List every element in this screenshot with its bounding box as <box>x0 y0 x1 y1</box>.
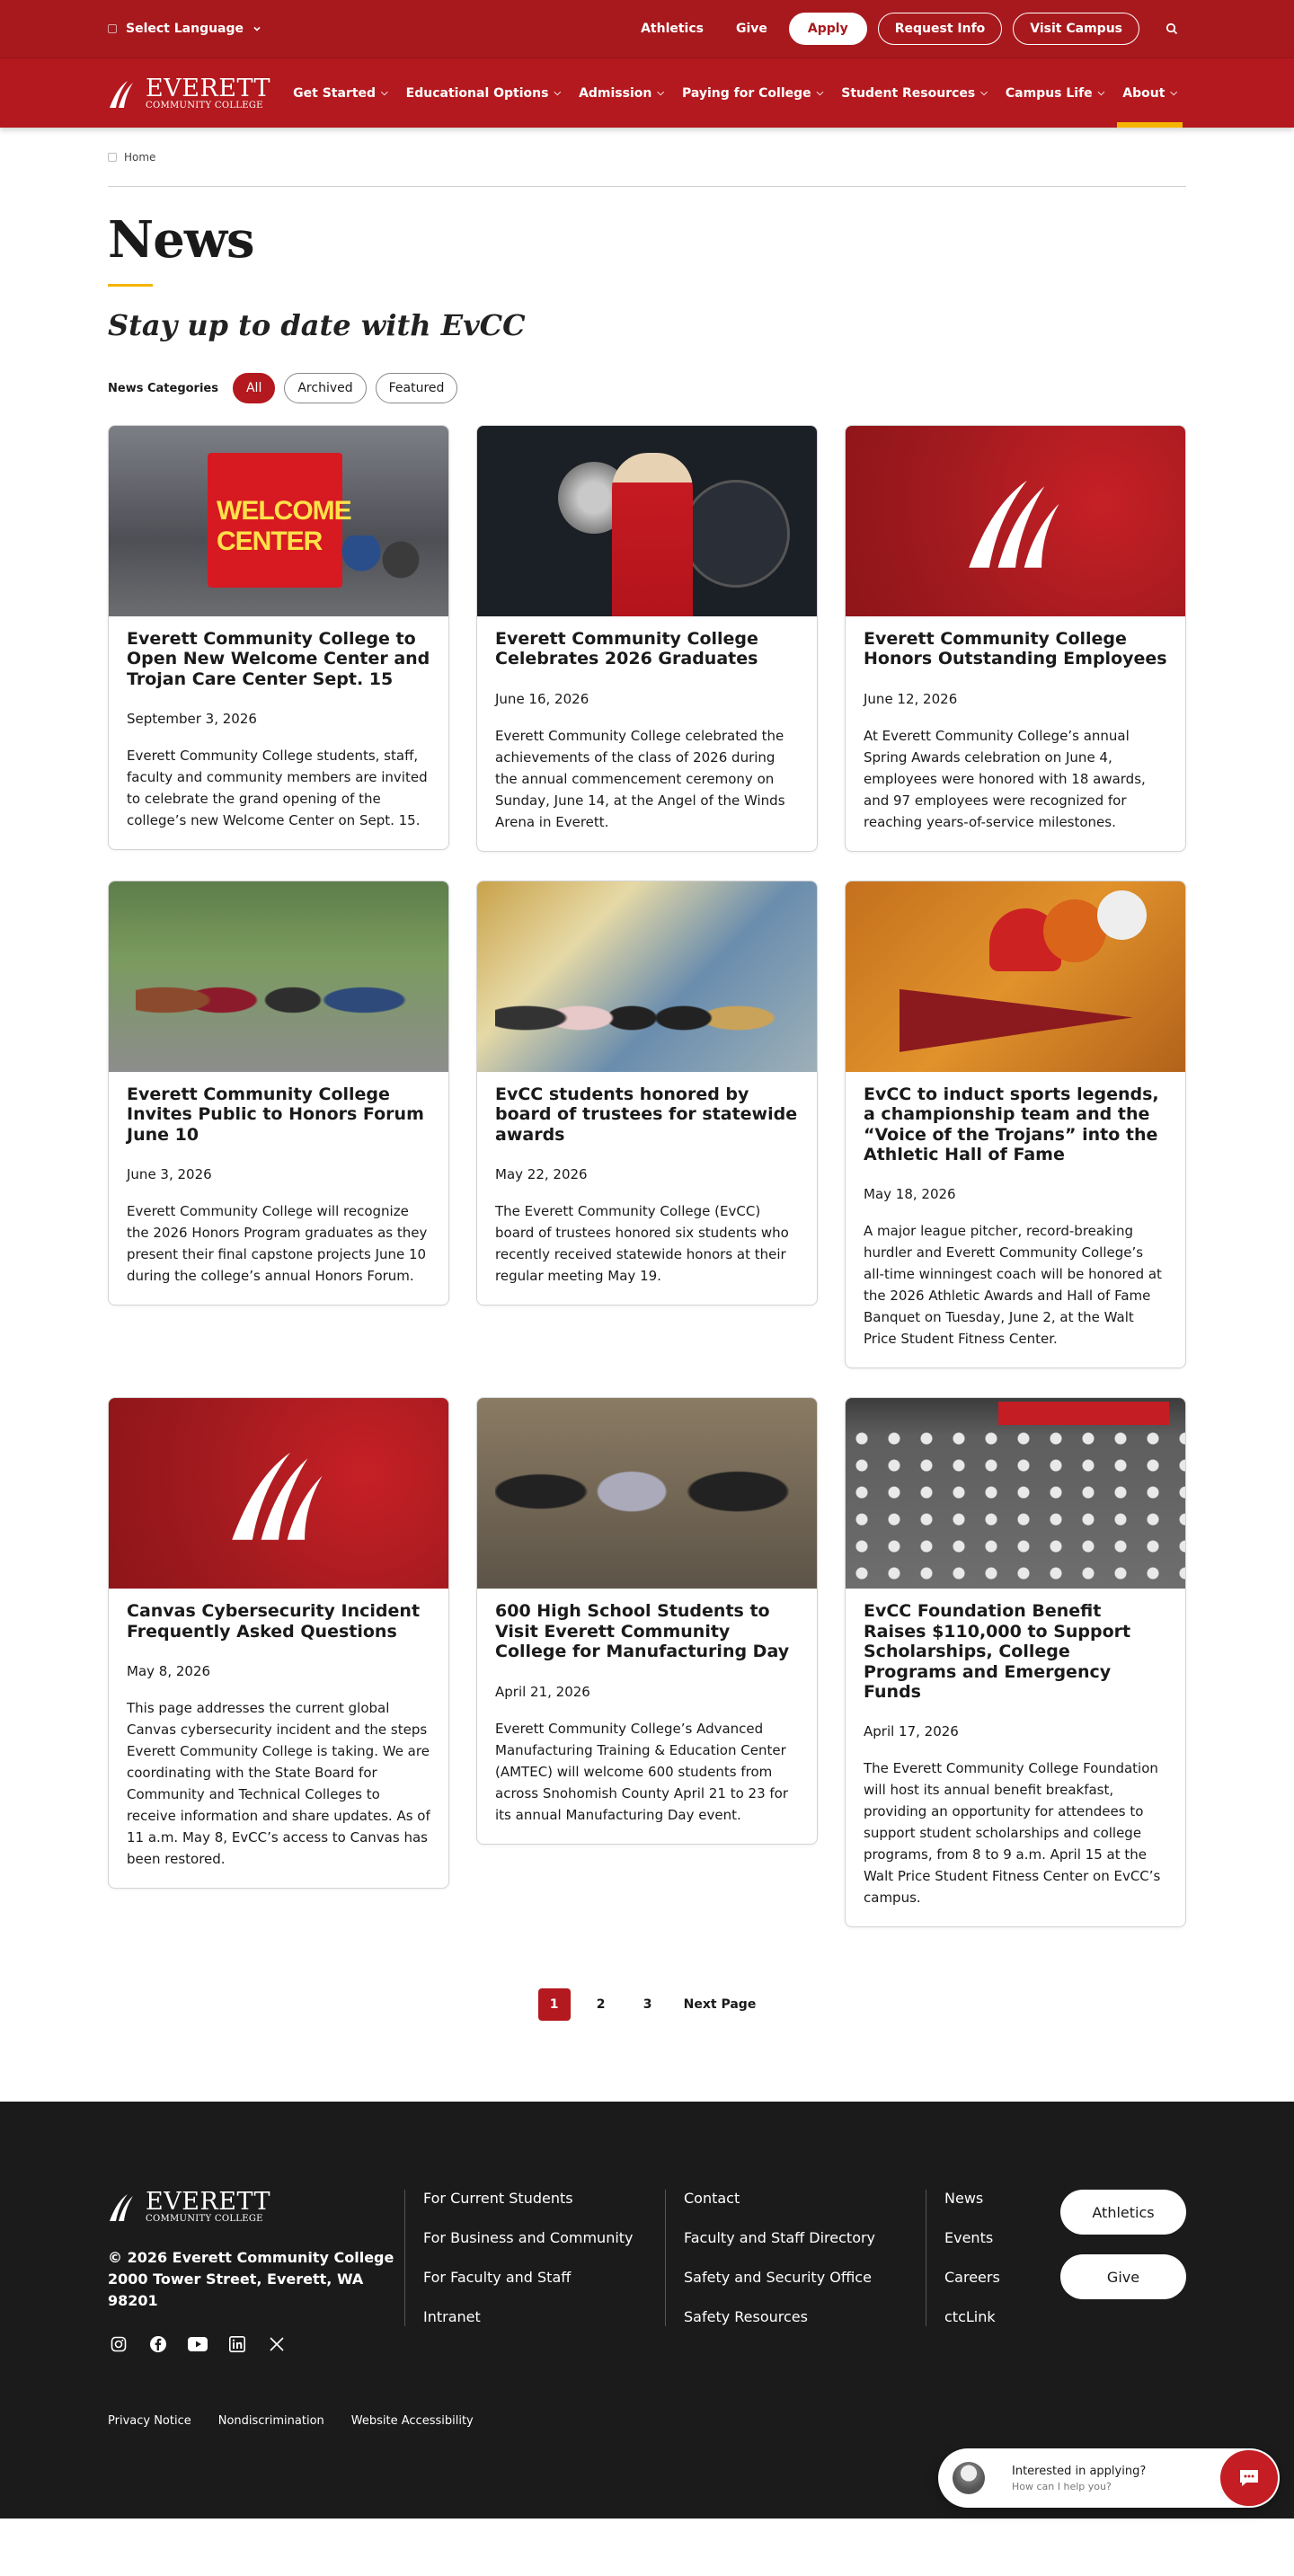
news-card-title[interactable]: EvCC Foundation Benefit Raises $110,000 to Support Scholarships, College Programs and Emergency Funds <box>864 1601 1131 1703</box>
nav-label: About <box>1122 85 1165 101</box>
news-card[interactable] <box>845 1397 1186 1927</box>
news-card[interactable] <box>108 425 449 850</box>
footer-link-news[interactable]: News <box>944 2190 984 2208</box>
news-card-image <box>846 881 1185 1072</box>
nav-get-started[interactable] <box>284 58 396 128</box>
news-card-title[interactable]: Canvas Cybersecurity Incident Frequently Asked Questions <box>127 1601 421 1642</box>
college-logo[interactable] <box>108 76 270 111</box>
news-card-title[interactable]: Everett Community College Honors Outstanding Employees <box>864 629 1167 669</box>
category-featured[interactable]: Featured <box>376 373 458 403</box>
news-card-date: April 21, 2026 <box>495 1683 590 1700</box>
main-nav <box>0 58 1294 128</box>
footer-link-intranet[interactable]: Intranet <box>423 2308 481 2326</box>
logo-name: EVERETT <box>146 74 270 102</box>
news-card-image <box>846 1398 1185 1589</box>
news-card-image <box>477 426 817 616</box>
chevron-down-icon: ⌵ <box>1097 88 1105 98</box>
news-card-summary: The Everett Community College (EvCC) board of trustees honored six students who recently received statewide honors at their regular meeting May 19. <box>495 1203 789 1285</box>
nav-student-resources[interactable] <box>832 58 997 128</box>
breadcrumb <box>108 128 1186 187</box>
visit-campus-button[interactable]: Visit Campus <box>1013 13 1139 45</box>
request-info-button[interactable]: Request Info <box>878 13 1003 45</box>
news-card-title[interactable]: EvCC to induct sports legends, a championship team and the “Voice of the Trojans” into the Athletic Hall of Fame <box>864 1084 1159 1165</box>
chevron-down-icon: ⌵ <box>1170 88 1177 98</box>
footer-column-info <box>926 2190 1060 2326</box>
footer-athletics-button[interactable]: Athletics <box>1060 2190 1186 2235</box>
pagination <box>108 1988 1186 2021</box>
news-card-image <box>109 426 448 616</box>
news-card-image <box>846 426 1185 616</box>
categories-label: News Categories <box>108 381 218 395</box>
news-card[interactable] <box>476 1397 818 1844</box>
news-card-date: May 18, 2026 <box>864 1186 956 1203</box>
footer-column-contact <box>665 2190 926 2326</box>
footer-link-faculty[interactable]: For Faculty and Staff <box>423 2269 572 2287</box>
legal-links <box>108 2414 1186 2428</box>
logo-mark-icon <box>108 2191 140 2222</box>
instagram-icon[interactable] <box>108 2333 129 2355</box>
news-card-title[interactable]: Everett Community College Invites Public to Honors Forum June 10 <box>127 1084 424 1145</box>
news-card-date: June 16, 2026 <box>495 690 589 707</box>
sign-text: WELCOME CENTER <box>217 496 351 556</box>
footer-link-events[interactable]: Events <box>944 2229 994 2247</box>
chevron-down-icon: ⌵ <box>657 88 664 98</box>
logo-subname: COMMUNITY COLLEGE <box>146 2214 263 2225</box>
people-illustration <box>332 536 430 616</box>
nav-educational-options[interactable] <box>397 58 570 128</box>
footer-link-security-office[interactable]: Safety and Security Office <box>684 2269 872 2287</box>
athletics-link[interactable]: Athletics <box>641 22 704 36</box>
news-card-summary: A major league pitcher, record-breaking hurdler and Everett Community College’s all-time winningest coach will be honored at the 2026 Athletic Awards and Hall of Fame Banquet on Tuesday, June 2, at the Walt Price Student Fitness Center. <box>864 1223 1162 1348</box>
chevron-down-icon: ⌵ <box>816 88 824 98</box>
college-seal <box>682 480 790 588</box>
next-page-link[interactable]: Next Page <box>683 1997 757 2013</box>
news-card-summary: The Everett Community College Foundation will host its annual benefit breakfast, providing an opportunity for attendees to support student scholarships and college programs, from 8 to 9 a.m. April 15 at the Walt Price Student Fitness Center on EvCC’s campus. <box>864 1760 1161 1907</box>
language-selector[interactable] <box>108 22 261 36</box>
nav-campus-life[interactable] <box>997 58 1113 128</box>
news-card-title[interactable]: EvCC students honored by board of trustees for statewide awards <box>495 1084 798 1145</box>
news-card-date: May 22, 2026 <box>495 1166 588 1183</box>
logo-mark-icon <box>962 472 1069 571</box>
footer-link-current-students[interactable]: For Current Students <box>423 2190 573 2208</box>
footer-link-safety-resources[interactable]: Safety Resources <box>684 2308 808 2326</box>
x-twitter-icon[interactable] <box>266 2333 288 2355</box>
footer-link-careers[interactable]: Careers <box>944 2269 1000 2287</box>
news-card-summary: This page addresses the current global Canvas cybersecurity incident and the steps Everett Community College is taking. We are coordinating with the State Board for Community and Technical Colleges to receive information and share updates. As of 11 a.m. May 8, EvCC’s access to Canvas has been restored. <box>127 1700 430 1868</box>
nondiscrimination-link[interactable]: Nondiscrimination <box>217 2414 324 2429</box>
give-link[interactable]: Give <box>736 22 767 36</box>
news-card-summary: Everett Community College celebrated the achievements of the class of 2026 during the annual commencement ceremony on Sunday, June 14, at the Angel of the Winds Arena in Everett. <box>495 727 785 830</box>
nav-label: Campus Life <box>1005 85 1093 101</box>
footer-give-button[interactable]: Give <box>1060 2254 1186 2299</box>
news-card-image <box>477 1398 817 1589</box>
footer <box>0 2102 1294 2518</box>
globe-icon <box>108 24 117 33</box>
news-card-title[interactable]: 600 High School Students to Visit Everett Community College for Manufacturing Day <box>495 1601 790 1662</box>
page-1-button[interactable]: 1 <box>538 1988 571 2021</box>
tables-pattern <box>846 1425 1185 1589</box>
footer-logo[interactable] <box>108 2190 404 2224</box>
nav-label: Educational Options <box>405 85 549 101</box>
main-content <box>0 128 1294 2021</box>
news-card-date: May 8, 2026 <box>127 1663 211 1680</box>
copyright: © 2026 Everett Community College <box>108 2249 394 2267</box>
page-title: News <box>108 210 254 270</box>
accessibility-link[interactable]: Website Accessibility <box>350 2414 474 2429</box>
news-card-date: June 3, 2026 <box>127 1166 212 1183</box>
news-categories <box>108 373 1186 403</box>
linkedin-icon[interactable] <box>226 2333 248 2355</box>
news-card-image <box>477 881 817 1072</box>
chat-subtitle: How can I help you? <box>1012 2480 1112 2492</box>
chat-widget[interactable] <box>938 2448 1280 2508</box>
chevron-down-icon <box>253 24 261 33</box>
news-card-date: April 17, 2026 <box>864 1723 959 1740</box>
group-photo <box>495 937 799 1072</box>
privacy-notice-link[interactable]: Privacy Notice <box>108 2414 191 2429</box>
news-card[interactable] <box>845 881 1186 1369</box>
news-card-title[interactable]: Everett Community College to Open New Welcome Center and Trojan Care Center Sept. 15 <box>127 629 430 689</box>
home-icon <box>108 153 117 162</box>
logo-mark-icon <box>108 78 140 109</box>
news-card[interactable] <box>108 881 449 1306</box>
news-card[interactable] <box>108 1397 449 1889</box>
news-card-date: June 12, 2026 <box>864 690 958 707</box>
chevron-down-icon: ⌵ <box>381 88 388 98</box>
page-subtitle: Stay up to date with EvCC <box>108 308 526 342</box>
footer-column-audiences <box>404 2190 665 2326</box>
youtube-icon[interactable] <box>187 2333 208 2355</box>
social-links <box>108 2333 404 2355</box>
pennant-icon <box>900 989 1133 1052</box>
utility-bar <box>0 0 1294 58</box>
graduate-figure <box>612 453 693 616</box>
footer-link-directory[interactable]: Faculty and Staff Directory <box>684 2229 876 2247</box>
page-3-button[interactable]: 3 <box>643 1997 652 2013</box>
footer-link-ctclink[interactable]: ctcLink <box>944 2308 996 2326</box>
chat-title: Interested in applying? <box>1012 2464 1147 2478</box>
group-photo <box>136 928 421 1072</box>
chat-bubble-icon <box>1237 2467 1261 2489</box>
group-photo <box>495 1427 799 1589</box>
news-grid <box>108 425 1186 1927</box>
nav-label: Student Resources <box>841 85 976 101</box>
basketball-icon <box>1043 899 1106 962</box>
news-card[interactable] <box>845 425 1186 852</box>
news-card[interactable] <box>476 881 818 1306</box>
news-card-summary: At Everett Community College’s annual Spring Awards celebration on June 4, employees were honored with 18 awards, and 97 employees were recognized for reaching years-of-service milestones. <box>864 727 1146 830</box>
news-card-summary: Everett Community College’s Advanced Manufacturing Training & Education Center (AMTEC) will welcome 600 students from across Snohomish County April 21 to 23 for its annual Manufacturing Day event. <box>495 1720 789 1823</box>
news-card-summary: Everett Community College students, staff, faculty and community members are invited to celebrate the grand opening of the college’s new Welcome Center on Sept. 15. <box>127 748 428 829</box>
chatbot-avatar <box>953 2462 985 2494</box>
logo-subname: COMMUNITY COLLEGE <box>146 100 263 111</box>
soccer-ball-icon <box>1097 890 1147 940</box>
page-2-button[interactable]: 2 <box>596 1997 606 2013</box>
category-all[interactable]: All <box>233 373 275 403</box>
news-card-image <box>109 881 448 1072</box>
logo-mark-icon <box>225 1444 332 1543</box>
nav-label: Get Started <box>293 85 377 101</box>
news-card[interactable] <box>476 425 818 852</box>
news-card-summary: Everett Community College will recognize the 2026 Honors Program graduates as they present their final capstone projects June 10 during the college’s annual Honors Forum. <box>127 1203 428 1285</box>
breadcrumb-home[interactable]: Home <box>124 150 156 164</box>
nav-about[interactable] <box>1113 58 1186 128</box>
news-card-image <box>109 1398 448 1589</box>
chevron-down-icon: ⌵ <box>554 88 562 98</box>
facebook-icon[interactable] <box>147 2333 169 2355</box>
title-divider <box>108 284 153 287</box>
chat-open-button[interactable] <box>1220 2450 1278 2506</box>
search-icon[interactable] <box>1157 14 1186 43</box>
news-card-date: September 3, 2026 <box>127 711 257 728</box>
nav-label: Admission <box>579 85 652 101</box>
language-label: Select Language <box>126 22 244 36</box>
banner <box>998 1402 1169 1425</box>
nav-paying-for-college[interactable] <box>673 58 832 128</box>
welcome-sign <box>208 453 351 588</box>
footer-link-contact[interactable]: Contact <box>684 2190 740 2208</box>
nav-admission[interactable] <box>570 58 673 128</box>
apply-button[interactable]: Apply <box>789 13 867 45</box>
logo-name: EVERETT <box>146 2188 270 2217</box>
category-archived[interactable]: Archived <box>284 373 366 403</box>
news-card-title[interactable]: Everett Community College Celebrates 2026 Graduates <box>495 629 758 669</box>
chevron-down-icon: ⌵ <box>980 88 988 98</box>
footer-link-business[interactable]: For Business and Community <box>423 2229 634 2247</box>
nav-label: Paying for College <box>681 85 811 101</box>
address: 2000 Tower Street, Everett, WA 98201 <box>108 2271 364 2310</box>
